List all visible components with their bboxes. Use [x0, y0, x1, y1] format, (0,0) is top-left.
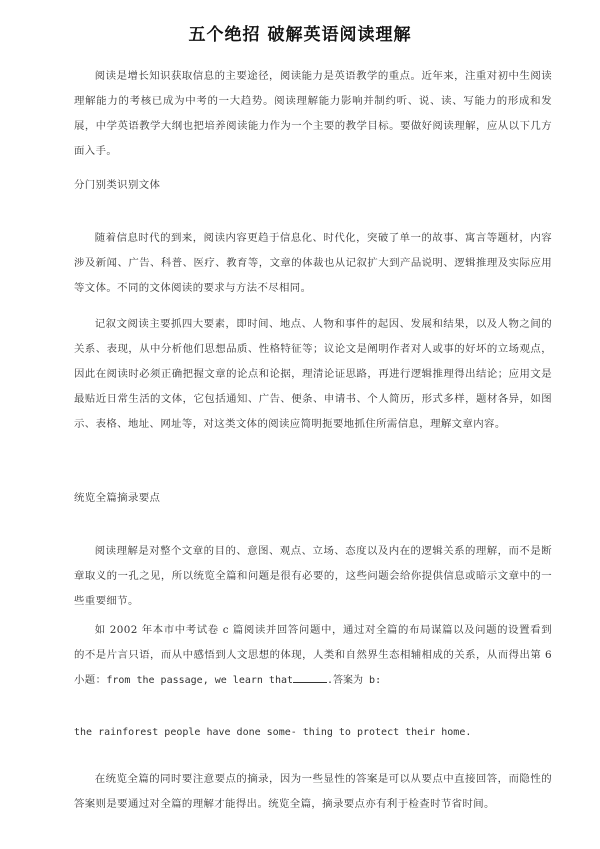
example-paragraph	[74, 618, 552, 693]
document-title: 五个绝招 破解英语阅读理解	[188, 25, 412, 45]
example-text-part1: 如 2002 年本市中考试卷 c 篇阅读并回答问题中，通过对全篇的布局谋篇以及问题的设置看到的不是片言只语，而从中感悟到人文思想的体现，人类和自然界生态相辅相成的关系，从而得出第 6 小题：	[74, 624, 552, 686]
example-english-question: from the passage, we learn that	[106, 675, 294, 686]
answer-blank	[293, 673, 327, 683]
summary-paragraph: 在统览全篇的同时要注意要点的摘录，因为一些显性的答案是可以从要点中直接回答，而隐性的答案则是要通过对全篇的理解才能得出。统览全篇，摘录要点亦有利于检查时节省时间。	[74, 773, 552, 810]
section-heading-overview: 统览全篇摘录要点	[74, 492, 161, 504]
section-heading-genre: 分门别类识别文体	[74, 179, 161, 191]
example-text-part2: .答案为 b:	[327, 675, 382, 686]
intro-paragraph: 阅读是增长知识获取信息的主要途径，阅读能力是英语教学的重点。近年来，注重对初中生阅读理解能力的考核已成为中考的一大趋势。阅读理解能力影响并制约听、说、读、写能力的形成和发展，中学英语教学大纲也把培养阅读能力作为一个主要的教学目标。要做好阅读理解，应从以下几方面入手。	[74, 70, 552, 157]
narrative-paragraph: 记叙文阅读主要抓四大要素，即时间、地点、人物和事件的起因、发展和结果，以及人物之间的关系、表现，从中分析他们思想品质、性格特征等；议论文是阐明作者对人或事的好坏的立场观点，因此在阅读时必须正确把握文章的论点和论据，理清论证思路，再进行逻辑推理得出结论；应用文是最贴近日常生活的文体，它包括通知、广告、便条、申请书、个人简历，形式多样，题材各异，如图示、表格、地址、网址等，对这类文体的阅读应简明扼要地抓住所需信息，理解文章内容。	[74, 318, 552, 430]
genre-paragraph: 随着信息时代的到来，阅读内容更趋于信息化、时代化，突破了单一的故事、寓言等题材，内容涉及新闻、广告、科普、医疗、教育等，文章的体裁也从记叙扩大到产品说明、逻辑推理及实际应用等文体。不同的文体阅读的要求与方法不尽相同。	[74, 232, 552, 294]
overview-paragraph: 阅读理解是对整个文章的目的、意图、观点、立场、态度以及内在的逻辑关系的理解，而不是断章取义的一孔之见，所以统览全篇和问题是很有必要的，这些问题会给你提供信息或暗示文章中的一些重要细节。	[74, 545, 552, 607]
answer-sentence: the rainforest people have done some- thing to protect their home.	[74, 727, 472, 738]
